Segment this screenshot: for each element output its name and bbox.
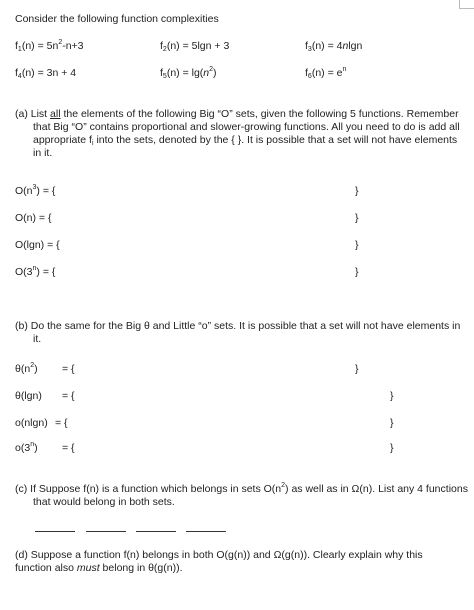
set-theta-lgn-label: θ(lgn) (15, 390, 42, 402)
set-big-o-n-label: O(n) = { (15, 212, 52, 224)
function-f6: $f_6(n) = e^n$ (305, 66, 347, 80)
set-big-o-lgn-close: } (355, 239, 359, 251)
function-f2: $f_2(n) = 5\lg n + 3$ (160, 40, 230, 53)
answer-blank-4[interactable] (186, 531, 226, 532)
function-f5: $f_5(n) = \lg(n^2)$ (160, 66, 217, 80)
set-theta-lgn-eq: = { (62, 390, 75, 402)
function-f3: $f_3(n) = 4nlgn$ (305, 40, 363, 53)
part-c-text: (c) If Suppose f(n) is a function which belongs in sets $O(n^2)$ as well as in Ω(n). List any 4 functions that would belong in both sets. (15, 482, 468, 509)
set-little-o-3n-close: } (390, 442, 394, 454)
answer-blank-1[interactable] (35, 531, 75, 532)
set-big-o-n-close: } (355, 212, 359, 224)
function-f4: $f_4(n) = 3n + 4$ (15, 67, 77, 80)
set-big-o-lgn-label: O(lgn) = { (15, 239, 60, 251)
answer-blank-3[interactable] (136, 531, 176, 532)
set-theta-lgn-close: } (390, 390, 394, 402)
set-little-o-nlgn-label: o(nlgn) (15, 417, 48, 429)
part-d-text: (d) Suppose a function f(n) belongs in both O(g(n)) and Ω(g(n)). Clearly explain why this function also must belong in θ(g(n)). (15, 549, 423, 575)
set-little-o-nlgn-close: } (390, 417, 394, 429)
answer-blank-2[interactable] (86, 531, 126, 532)
part-b-text: (b) Do the same for the Big θ and Little “o” sets. It is possible that a set will not have elements in it. (15, 320, 461, 346)
set-little-o-3n-eq: = { (62, 442, 75, 454)
part-a-text: (a) List all the elements of the following Big “O” sets, given the following 5 functions. Remember that Big “O” contains proportional and slower-growing functions. All you need to do is add all appropriate $f_i$ into the sets, denoted by the { }. It is possible that a set will not have elements in it. (15, 108, 460, 160)
window-corner (459, 0, 474, 9)
set-little-o-3n-label: o(3$^n$) (15, 441, 38, 454)
set-big-o-3n-close: } (355, 266, 359, 278)
intro-text: Consider the following function complexities (15, 13, 219, 25)
function-f1: $f_1(n) = 5n^2-n+3$ (15, 39, 84, 53)
set-little-o-nlgn-eq: = { (55, 417, 68, 429)
set-theta-n2-close: } (355, 363, 359, 375)
set-theta-n2-label: $\theta(n^2)$ (15, 362, 38, 375)
set-big-o-n3-label: $O(n^3)$ = { (15, 184, 56, 197)
set-theta-n2-eq: = { (62, 363, 75, 375)
set-big-o-n3-close: } (355, 185, 359, 197)
set-big-o-3n-label: $O(3^n)$ = { (15, 265, 56, 278)
